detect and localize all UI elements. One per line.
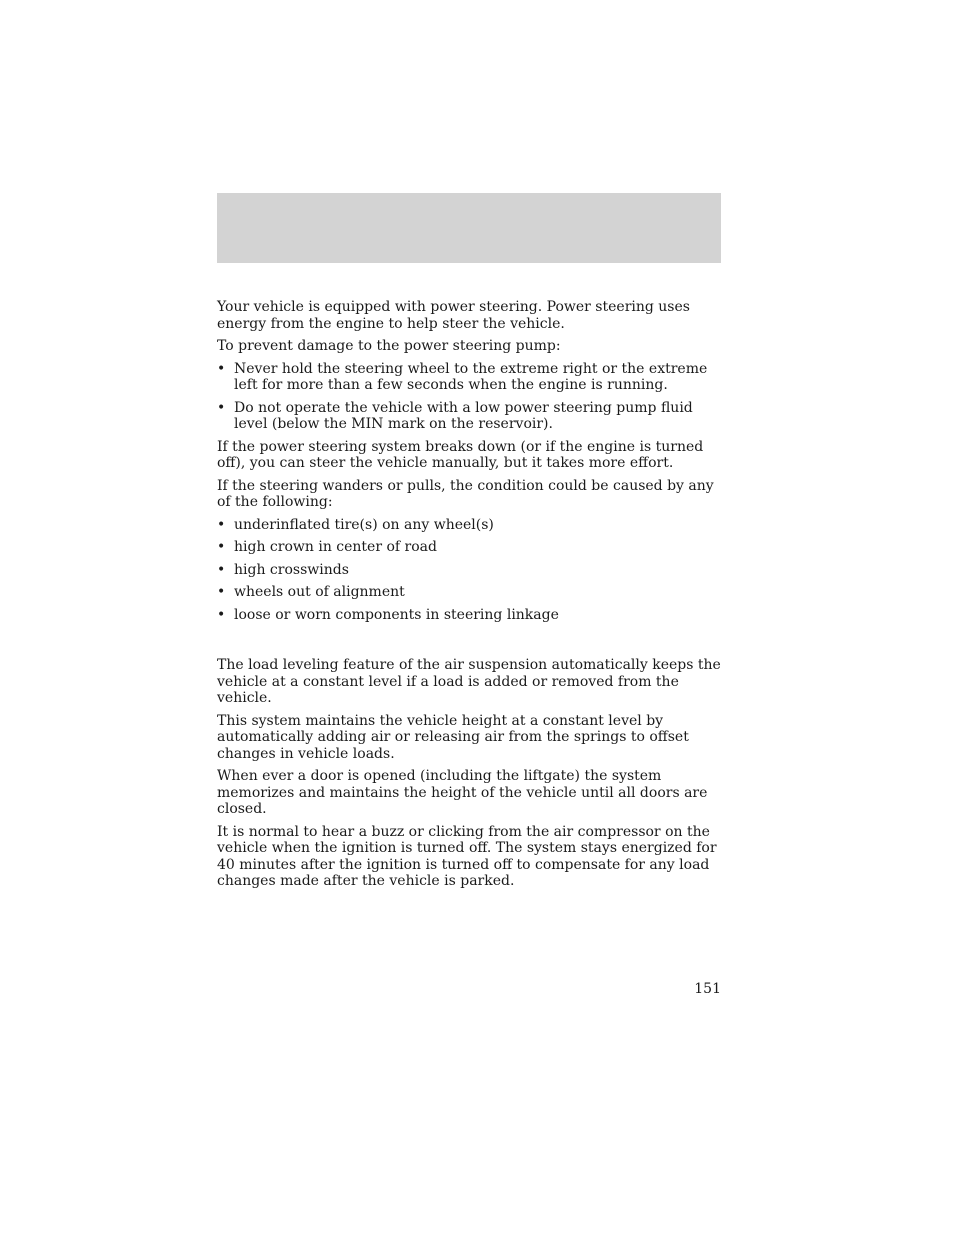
bullet-text: high crosswinds — [234, 561, 349, 578]
bullet-icon: • — [217, 516, 226, 533]
bullet-item — [217, 361, 723, 394]
paragraph: If the steering wanders or pulls, the condition could be caused by any of the following: — [217, 477, 714, 510]
paragraph: It is normal to hear a buzz or clicking from the air compressor on the vehicle when the ignition is turned off. The system stays energized for 40 minutes after the ignition is turned off to compensate for any load changes made after the vehicle is parked. — [217, 823, 717, 889]
bullet-text: high crown in center of road — [234, 539, 437, 555]
page-number: 151 — [694, 981, 721, 997]
bullet-item — [217, 584, 723, 601]
paragraph: To prevent damage to the power steering pump: — [217, 338, 561, 354]
bullet-text: Never hold the steering wheel to the extreme right or the extreme left for more than a few seconds when the engine is running. — [234, 360, 708, 393]
section-gap — [217, 629, 723, 657]
bullet-text: wheels out of alignment — [234, 584, 405, 600]
bullet-list — [217, 361, 723, 433]
paragraph: The load leveling feature of the air suspension automatically keeps the vehicle at a constant level if a load is added or removed from the vehicle. — [217, 657, 721, 706]
paragraph: If the power steering system breaks down (or if the engine is turned off), you can steer the vehicle manually, but it takes more effort. — [217, 438, 704, 471]
bullet-item — [217, 607, 723, 624]
paragraph: When ever a door is opened (including the liftgate) the system memorizes and maintains the height of the vehicle until all doors are closed. — [217, 768, 708, 817]
bullet-icon: • — [217, 561, 226, 578]
bullet-list — [217, 517, 723, 624]
bullet-text: underinflated tire(s) on any wheel(s) — [234, 516, 494, 533]
bullet-icon: • — [217, 399, 226, 416]
bullet-icon: • — [217, 606, 226, 623]
bullet-icon: • — [217, 539, 226, 555]
bullet-icon: • — [217, 584, 226, 600]
paragraph: Your vehicle is equipped with power steering. Power steering uses energy from the engine to help steer the vehicle. — [217, 299, 690, 332]
bullet-item — [217, 400, 723, 433]
bullet-item — [217, 539, 723, 556]
bullet-item — [217, 517, 723, 534]
page-content — [217, 299, 723, 896]
bullet-icon: • — [217, 360, 226, 377]
bullet-text: Do not operate the vehicle with a low power steering pump fluid level (below the MIN mark on the reservoir). — [234, 399, 693, 432]
header-band — [217, 193, 721, 263]
bullet-item — [217, 562, 723, 579]
bullet-text: loose or worn components in steering linkage — [234, 606, 559, 623]
paragraph: This system maintains the vehicle height at a constant level by automatically adding air or releasing air from the springs to offset changes in vehicle loads. — [217, 712, 689, 762]
